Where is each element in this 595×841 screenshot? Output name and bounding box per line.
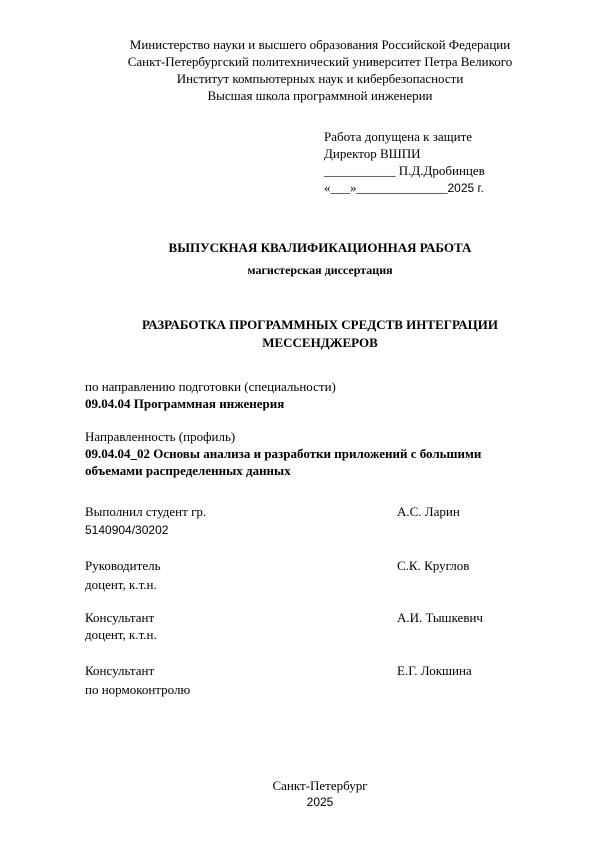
signature-role: Выполнил студент гр. [85,504,207,519]
profile-block [85,428,555,479]
approval-date-line [324,179,584,197]
signature-role: Руководитель [85,558,161,573]
profile-label: Направленность (профиль) [85,429,236,444]
signature-name: А.С. Ларин [397,504,460,519]
signature-detail: по нормоконтролю [85,682,191,697]
director-signature-line [324,162,584,179]
profile-value-line-2: объемами распределенных данных [85,463,291,478]
signature-detail: доцент, к.т.н. [85,627,157,642]
director-name: П.Д.Дробинцев [395,163,485,178]
signature-role: Консультант [85,663,155,678]
profile-value-line-1: 09.04.04_02 Основы анализа и разработки приложений с большими [85,446,482,461]
institution-header [0,36,595,104]
document-type: ВЫПУСКНАЯ КВАЛИФИКАЦИОННАЯ РАБОТА [168,240,472,255]
direction-block [85,378,555,412]
direction-label: по направлению подготовки (специальности) [85,379,336,394]
signature-role: Консультант [85,610,155,625]
signature-name: Е.Г. Локшина [397,663,472,678]
direction-value: 09.04.04 Программная инженерия [85,396,285,411]
director-title: Директор ВШПИ [324,146,421,161]
document-subtype: магистерская диссертация [247,263,393,277]
date-blank: «___»______________ [324,180,448,195]
footer [0,777,595,811]
approval-block [324,128,584,197]
institute-line: Институт компьютерных наук и кибербезопасности [176,71,464,86]
university-line: Санкт-Петербургский политехнический университет Петра Великого [127,54,513,69]
footer-city: Санкт-Петербург [272,778,368,793]
signature-name: С.К. Круглов [397,558,470,573]
school-line: Высшая школа программной инженерии [207,88,433,103]
approval-year: 2025 г. [447,181,484,195]
topic-line-1: РАЗРАБОТКА ПРОГРАММНЫХ СРЕДСТВ ИНТЕГРАЦИИ [141,317,499,332]
student-group: 5140904/30202 [85,523,169,537]
thesis-topic [90,316,550,352]
signature-name: А.И. Тышкевич [397,610,483,625]
footer-year: 2025 [306,795,334,809]
ministry-line: Министерство науки и высшего образования Российской Федерации [129,37,511,52]
signature-detail: доцент, к.т.н. [85,577,157,592]
approval-line: Работа допущена к защите [324,129,473,144]
signature-blank: ___________ [324,163,396,178]
topic-line-2: МЕССЕНДЖЕРОВ [262,335,378,350]
